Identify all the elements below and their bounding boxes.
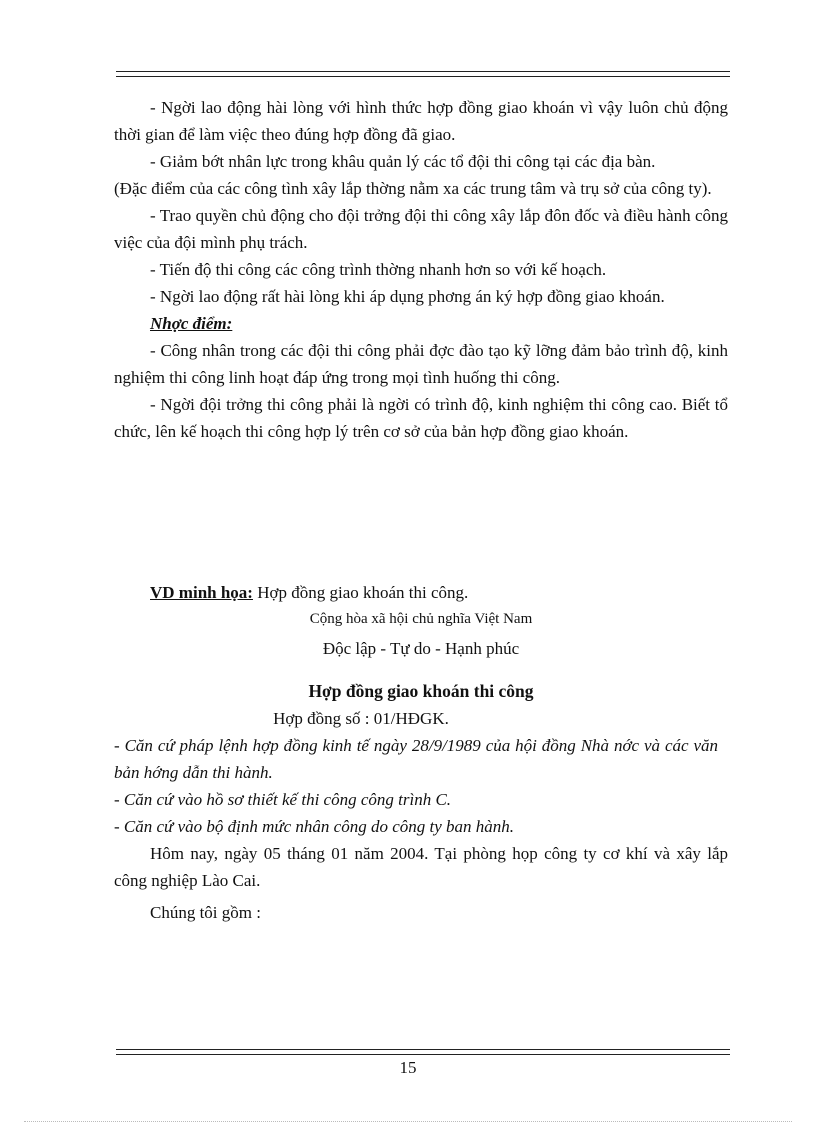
paragraph-characteristics: (Đặc điểm của các công tình xây lắp thờng nằm xa các trung tâm và trụ sở của công ty). xyxy=(114,179,712,198)
paragraph-leader-skills: - Ngời đội trởng thi công phải là ngời có trình độ, kinh nghiệm thi công cao. Biết tổ chức, lên kế hoạch thi công hợp lý trên cơ sở của bản hợp đồng giao khoán. xyxy=(114,395,728,441)
header-rule-bottom xyxy=(116,76,730,77)
example-text: Hợp đồng giao khoán thi công. xyxy=(252,583,469,602)
page-number: 15 xyxy=(399,1058,417,1077)
contract-title: Hợp đồng giao khoán thi công xyxy=(308,681,534,701)
basis-design: - Căn cứ vào hồ sơ thiết kế thi công công trình C. xyxy=(114,790,452,809)
paragraph-worker-satisfied: - Ngời lao động rất hài lòng khi áp dụng phơng án ký hợp đồng giao khoán. xyxy=(150,287,665,306)
footer-rule-top xyxy=(116,1049,730,1050)
footer-rule-bottom xyxy=(116,1054,730,1055)
example-label: VD minh họa: xyxy=(150,583,253,602)
paragraph-worker-training: - Công nhân trong các đội thi công phải đợc đào tạo kỹ lỡng đảm bảo trình độ, kinh nghiệm thi công linh hoạt đáp ứng trong mọi tình huống thi công. xyxy=(114,341,728,387)
basis-law: - Căn cứ pháp lệnh hợp đồng kinh tế ngày 28/9/1989 của hội đồng Nhà nớc và các văn bản hớng dẫn thi hành. xyxy=(114,736,718,782)
paragraph-we-include: Chúng tôi gồm : xyxy=(150,903,261,922)
contract-number: Hợp đồng số : 01/HĐGK. xyxy=(273,709,449,728)
basis-norms: - Căn cứ vào bộ định mức nhân công do công ty ban hành. xyxy=(114,817,515,836)
disadvantages-heading: Nhợc điểm: xyxy=(150,314,233,333)
example-line xyxy=(114,579,728,606)
paragraph-progress: - Tiến độ thi công các công trình thờng nhanh hơn so với kế hoạch. xyxy=(150,260,607,279)
page-body xyxy=(114,94,728,926)
paragraph-today: Hôm nay, ngày 05 tháng 01 năm 2004. Tại phòng họp công ty cơ khí và xây lắp công nghiệp Lào Cai. xyxy=(114,844,728,890)
country-name: Cộng hòa xã hội chủ nghĩa Việt Nam xyxy=(309,611,533,627)
motto: Độc lập - Tự do - Hạnh phúc xyxy=(322,639,520,658)
header-rule-top xyxy=(116,71,730,72)
paragraph-satisfaction: - Ngời lao động hài lòng với hình thức hợp đồng giao khoán vì vậy luôn chủ động thời gian để làm việc theo đúng hợp đồng đã giao. xyxy=(114,98,728,144)
paragraph-reduce-staff: - Giảm bớt nhân lực trong khâu quản lý các tổ đội thi công tại các địa bàn. xyxy=(150,152,656,171)
page-edge-dotted-line xyxy=(24,1121,792,1122)
paragraph-empower-leader: - Trao quyền chủ động cho đội trởng đội thi công xây lắp đôn đốc và điều hành công việc của đội mình phụ trách. xyxy=(114,206,728,252)
